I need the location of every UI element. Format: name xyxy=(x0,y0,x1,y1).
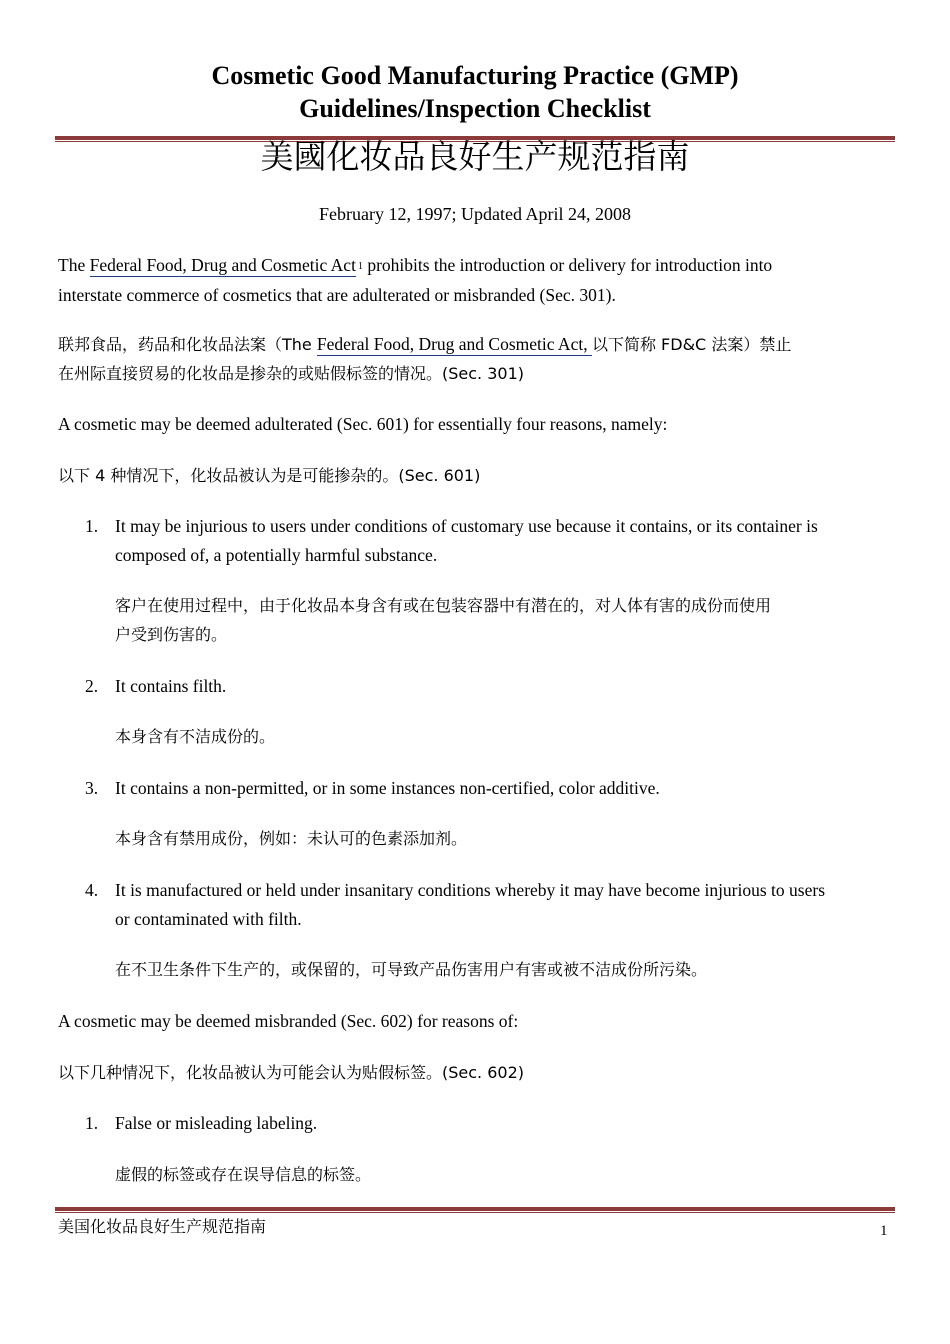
list-item-cn xyxy=(115,591,897,649)
intro-cn-text: 以下简称 FD&C 法案）禁止 xyxy=(591,335,792,354)
list-item-number: 2. xyxy=(85,676,99,696)
list-item-number: 3. xyxy=(85,778,99,798)
list-item xyxy=(85,672,897,701)
misbranded-intro-en: A cosmetic may be deemed misbranded (Sec. 602) for reasons of: xyxy=(58,1011,519,1031)
list-item-text-line1: It is manufactured or held under insanitary conditions whereby it may have become injurious to users xyxy=(115,880,826,900)
list-item-cn-line1: 客户在使用过程中，由于化妆品本身含有或在包装容器中有潜在的，对人体有害的成份而使用 xyxy=(115,596,772,615)
intro-paragraph-en xyxy=(58,251,898,310)
misbranded-intro-cn: 以下几种情况下，化妆品被认为可能会认为贴假标签。(Sec. 602) xyxy=(58,1063,524,1082)
list-item-number: 1. xyxy=(85,1113,99,1133)
list-item-cn: 本身含有不洁成份的。 xyxy=(115,727,276,746)
list-item xyxy=(85,774,897,803)
list-item-cn-line2: 户受到伤害的。 xyxy=(115,625,228,644)
footnote-marker: 1 xyxy=(357,261,363,272)
intro-paragraph-cn xyxy=(58,330,898,388)
footer-divider xyxy=(55,1207,895,1213)
intro-text: prohibits the introduction or delivery for introduction into xyxy=(362,255,773,275)
fdc-act-link[interactable]: Federal Food, Drug and Cosmetic Act xyxy=(89,255,356,275)
intro-text: The xyxy=(58,255,90,275)
adulterated-intro-cn: 以下 4 种情况下，化妆品被认为是可能掺杂的。(Sec. 601) xyxy=(58,466,481,485)
document-title-chinese: 美國化妆品良好生产规范指南 xyxy=(260,137,690,176)
list-item xyxy=(85,876,897,934)
footer-title: 美国化妆品良好生产规范指南 xyxy=(58,1217,267,1236)
list-item-text-line1: It contains filth. xyxy=(115,676,227,696)
list-item xyxy=(85,512,897,570)
intro-line-2: interstate commerce of cosmetics that are adulterated or misbranded (Sec. 301). xyxy=(58,285,616,305)
document-title-line2: Guidelines/Inspection Checklist xyxy=(299,94,651,123)
list-item-cn: 在不卫生条件下生产的，或保留的，可导致产品伤害用户有害或被不洁成份所污染。 xyxy=(115,960,708,979)
adulterated-intro-en: A cosmetic may be deemed adulterated (Sec. 601) for essentially four reasons, namely: xyxy=(58,414,668,434)
intro-cn-text: 联邦食品，药品和化妆品法案（The xyxy=(58,335,317,354)
page-number: 1 xyxy=(880,1223,888,1239)
list-item-text-line1: It contains a non-permitted, or in some instances non-certified, color additive. xyxy=(115,778,660,798)
list-item-number: 1. xyxy=(85,516,99,536)
list-item-number: 4. xyxy=(85,880,99,900)
intro-line-1 xyxy=(58,251,898,281)
document-title-line1: Cosmetic Good Manufacturing Practice (GMP) xyxy=(211,61,739,90)
list-item-cn: 本身含有禁用成份，例如：未认可的色素添加剂。 xyxy=(115,829,468,848)
list-item xyxy=(85,1109,897,1138)
document-date: February 12, 1997; Updated April 24, 2008 xyxy=(319,204,631,224)
fdc-act-link-cn[interactable]: Federal Food, Drug and Cosmetic Act, xyxy=(316,334,592,354)
intro-cn-line-2: 在州际直接贸易的化妆品是掺杂的或贴假标签的情况。(Sec. 301) xyxy=(58,364,524,383)
list-item-cn: 虚假的标签或存在误导信息的标签。 xyxy=(115,1165,372,1184)
list-item-text-line2: composed of, a potentially harmful substance. xyxy=(115,545,438,565)
intro-cn-line-1 xyxy=(58,330,898,359)
list-item-text-line1: It may be injurious to users under conditions of customary use because it contains, or its container is xyxy=(115,516,818,536)
list-item-text-line1: False or misleading labeling. xyxy=(115,1113,318,1133)
list-item-text-line2: or contaminated with filth. xyxy=(115,909,302,929)
